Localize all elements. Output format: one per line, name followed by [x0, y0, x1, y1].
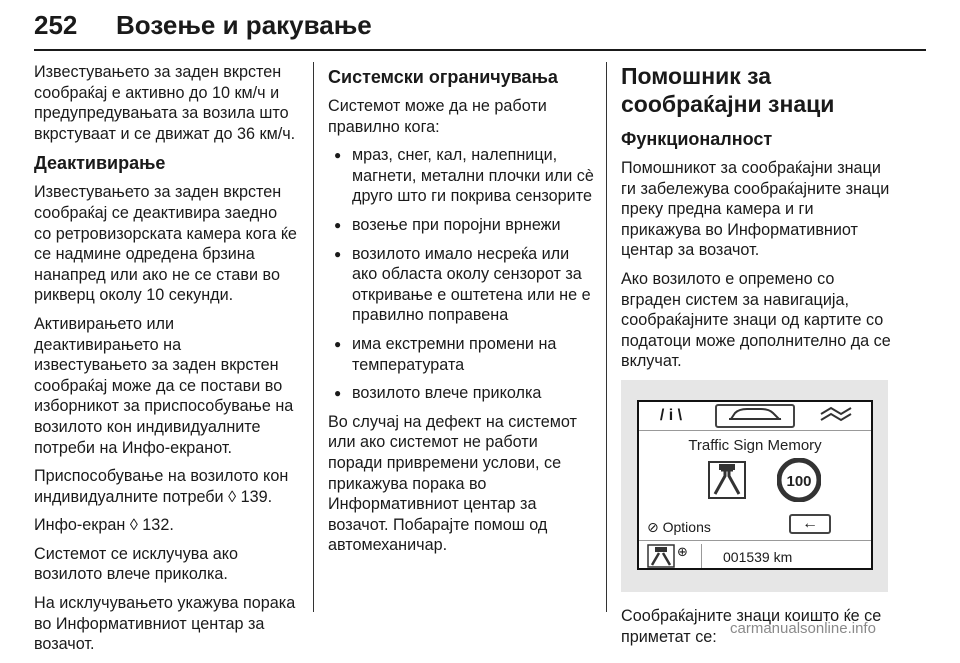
display-title: Traffic Sign Memory — [688, 436, 822, 454]
column-2 — [328, 62, 596, 564]
heading-system-limitations: Системски ограничувања — [328, 67, 558, 87]
display-screen — [637, 400, 873, 570]
options-label: ⊘ Options — [647, 518, 711, 535]
watermark: carmanualsonline.info — [730, 620, 876, 637]
list-item: ● возилото влече приколка — [328, 383, 596, 404]
paragraph: Помошникот за сообраќајни знаци ги забележува сообраќајните знаци преку предна камера и ги прикажува во Информативниот центар за возачот. — [621, 159, 890, 260]
list-item: ● возење при поројни врнежи — [328, 215, 596, 236]
header-rule — [34, 49, 926, 51]
speed-limit-sign — [777, 458, 821, 502]
list-item: ● има екстремни промени на температурата — [328, 334, 596, 375]
odometer-readout: 001539 km — [723, 548, 793, 565]
divider — [701, 544, 702, 568]
paragraph: Известувањето за заден вкрстен сообраќај се деактивира заедно со ретровизорската камера кога ќе се надмине одредена брзина нанапред или ако не се стави во рикверц околу 10 секунди. — [34, 183, 297, 305]
plus-icon: ⊕ — [677, 543, 688, 559]
column-divider — [606, 62, 607, 612]
column-3 — [621, 62, 891, 655]
motorway-small-icon — [647, 544, 675, 568]
tab-info-icon: / i \ — [659, 406, 683, 424]
list-item: ● мраз, снег, кал, налепници, магнети, метални плочки или сè друго што ги покрива сензорите — [328, 145, 596, 207]
speed-limit-value: 100 — [786, 472, 812, 490]
section-heading: Помошник за сообраќајни знаци — [621, 63, 835, 117]
tab-car-icon — [715, 404, 795, 428]
page-header — [34, 0, 926, 50]
back-arrow-icon: ← — [789, 514, 831, 534]
paragraph: Во случај на дефект на системот или ако системот не работи поради привремени услови, се прикажува порака во Информативниот центар за возачот. Побарајте помош од автомеханичар. — [328, 412, 577, 555]
paragraph: Известувањето за заден вкрстен сообраќај е активно до 10 км/ч и предупредувањата за возила што вкрстуваат и се движат до 36 км/ч. — [34, 63, 296, 143]
cross-reference: Приспособување на возилото кон индивидуалните потреби ◊ 139. — [34, 467, 289, 506]
motorway-sign-icon — [707, 460, 747, 500]
paragraph: Системот се исклучува ако возилото влече приколка. — [34, 544, 238, 584]
tab-lane-icon — [809, 405, 865, 427]
cross-reference: Инфо-екран ◊ 132. — [34, 516, 174, 535]
options-row — [639, 512, 871, 541]
dic-display-figure — [621, 380, 888, 592]
display-tab-row — [639, 402, 871, 431]
heading-functionality: Функционалност — [621, 129, 773, 149]
paragraph: Активирањето или деактивирањето на известувањето за заден вкрстен сообраќај може да се постави во изборникот за приспособување на возилото кон индивидуалните потреби на Инфо-екранот. — [34, 314, 294, 457]
heading-deactivation: Деактивирање — [34, 153, 166, 174]
column-1 — [34, 62, 298, 663]
paragraph: Системот може да не работи правилно кога: — [328, 97, 547, 136]
list-item: ● возилото имало несреќа или ако областа околу сензорот за откривање е оштетена или не е правилно поправена — [328, 244, 596, 326]
paragraph: Сообраќајните знаци коишто ќе се приметат се: — [621, 606, 882, 646]
status-row — [639, 542, 871, 570]
paragraph: Ако возилото е опремено со вграден систем за навигација, сообраќајните знаци од картите со податоци може дополнително да се вклучат. — [621, 269, 891, 371]
section-title: Возење и ракување — [116, 10, 372, 40]
page-number: 252 — [34, 10, 78, 40]
column-divider — [313, 62, 314, 612]
limitations-list — [328, 145, 596, 404]
paragraph: На исклучувањето укажува порака во Информативниот центар за возачот. — [34, 594, 296, 654]
